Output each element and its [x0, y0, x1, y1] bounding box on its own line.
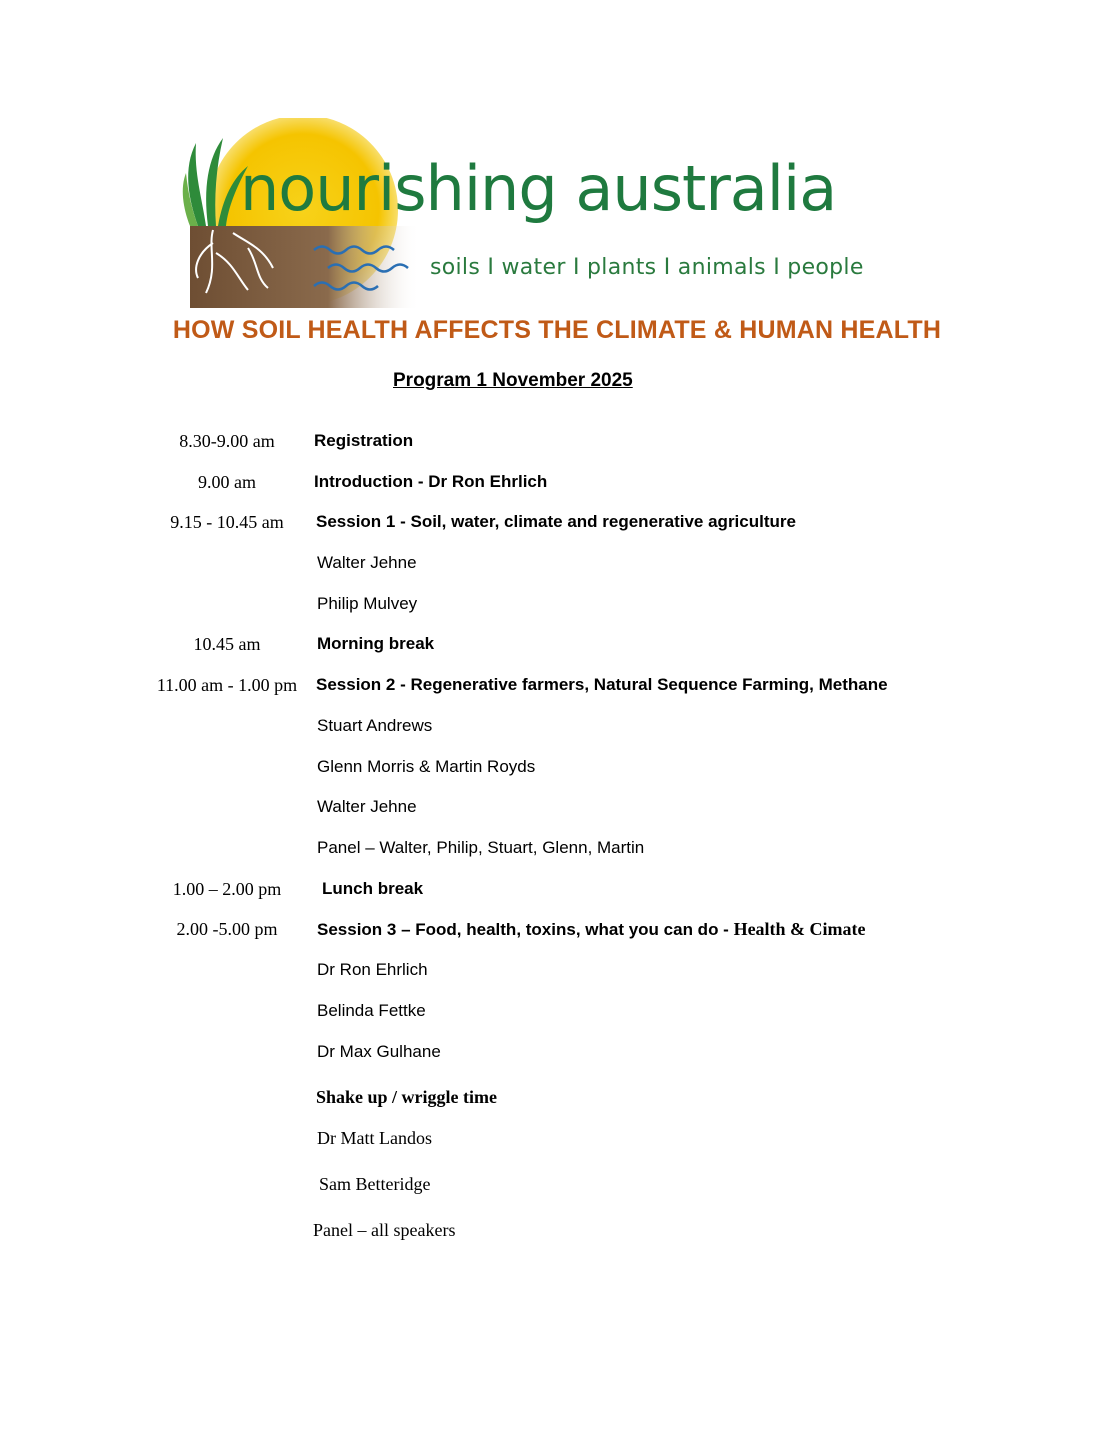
schedule-time: 11.00 am - 1.00 pm — [156, 675, 298, 695]
schedule-row — [0, 1042, 1114, 1072]
schedule-row — [0, 1001, 1114, 1031]
schedule-item-label: Philip Mulvey — [317, 594, 418, 613]
schedule-item — [317, 757, 535, 777]
schedule-item — [317, 1128, 432, 1149]
schedule-item — [319, 1174, 430, 1195]
schedule-row — [0, 675, 1114, 705]
logo-brand-text: nourishing australia — [240, 152, 837, 225]
schedule-time: 10.45 am — [193, 634, 261, 654]
schedule-item — [317, 553, 417, 573]
schedule-item — [317, 919, 866, 940]
schedule-time: 1.00 – 2.00 pm — [172, 879, 282, 899]
schedule-item — [317, 960, 428, 980]
schedule-item — [317, 838, 644, 858]
schedule-row — [0, 553, 1114, 583]
schedule-row — [0, 757, 1114, 787]
schedule-item-label: Walter Jehne — [317, 797, 417, 816]
schedule-item-label: Dr Max Gulhane — [317, 1042, 441, 1061]
schedule-item — [314, 431, 413, 451]
soil-band — [190, 226, 420, 308]
schedule-row — [0, 960, 1114, 990]
schedule-time: 9.00 am — [198, 472, 256, 492]
schedule-item — [314, 472, 547, 492]
schedule-item — [317, 634, 434, 654]
schedule-time: 2.00 -5.00 pm — [176, 919, 278, 939]
schedule-item — [322, 879, 423, 899]
schedule-row — [0, 594, 1114, 624]
schedule-item — [317, 716, 432, 736]
schedule-row — [0, 838, 1114, 868]
schedule-row — [0, 472, 1114, 502]
schedule-row — [0, 797, 1114, 827]
schedule-row — [0, 634, 1114, 664]
schedule-item-label: Belinda Fettke — [317, 1001, 426, 1020]
schedule-item-label: Panel – Walter, Philip, Stuart, Glenn, Martin — [317, 838, 645, 857]
schedule-time: 8.30-9.00 am — [179, 431, 275, 451]
schedule-item-label: Morning break — [317, 634, 435, 653]
schedule-item — [316, 512, 796, 532]
schedule-row — [0, 1087, 1114, 1117]
schedule-item — [317, 594, 417, 614]
schedule-item-label: Shake up / wriggle time — [316, 1087, 498, 1107]
schedule-item-label: Lunch break — [322, 879, 424, 898]
page-headline: HOW SOIL HEALTH AFFECTS THE CLIMATE & HUMAN HEALTH — [172, 316, 942, 344]
schedule-row — [0, 512, 1114, 542]
schedule-item-label: Dr Matt Landos — [317, 1128, 432, 1148]
schedule-row — [0, 919, 1114, 949]
schedule-item — [317, 797, 417, 817]
schedule-item-label: Panel – all speakers — [313, 1220, 456, 1240]
schedule-item-label: Stuart Andrews — [317, 716, 433, 735]
schedule-row — [0, 1174, 1114, 1204]
logo-tagline: soils I water I plants I animals I people — [430, 255, 864, 280]
schedule-item — [317, 1042, 441, 1062]
program-title: Program 1 November 2025 — [393, 370, 633, 391]
schedule-item-label: Session 2 - Regenerative farmers, Natural Sequence Farming, Methane — [316, 675, 888, 694]
schedule-item-label: Glenn Morris & Martin Royds — [317, 757, 536, 776]
schedule-item — [316, 675, 888, 695]
schedule-item — [316, 1087, 497, 1108]
schedule-item-label: Registration — [314, 431, 414, 450]
schedule-row — [0, 879, 1114, 909]
schedule-item-label: Dr Ron Ehrlich — [317, 960, 428, 979]
schedule-item — [317, 1001, 426, 1021]
schedule-item — [313, 1220, 455, 1241]
schedule-item-label: Session 1 - Soil, water, climate and regenerative agriculture — [316, 512, 796, 531]
schedule-item-suffix: Health & Cimate — [733, 919, 866, 939]
schedule-row — [0, 716, 1114, 746]
schedule-row — [0, 1220, 1114, 1250]
schedule-row — [0, 431, 1114, 461]
schedule-item-label: Session 3 – Food, health, toxins, what you can do - — [317, 920, 734, 939]
schedule-item-label: Walter Jehne — [317, 553, 417, 572]
schedule-row — [0, 1128, 1114, 1158]
schedule-item-label: Introduction - Dr Ron Ehrlich — [314, 472, 548, 491]
schedule-time: 9.15 - 10.45 am — [170, 512, 284, 532]
schedule-item-label: Sam Betteridge — [319, 1174, 431, 1194]
